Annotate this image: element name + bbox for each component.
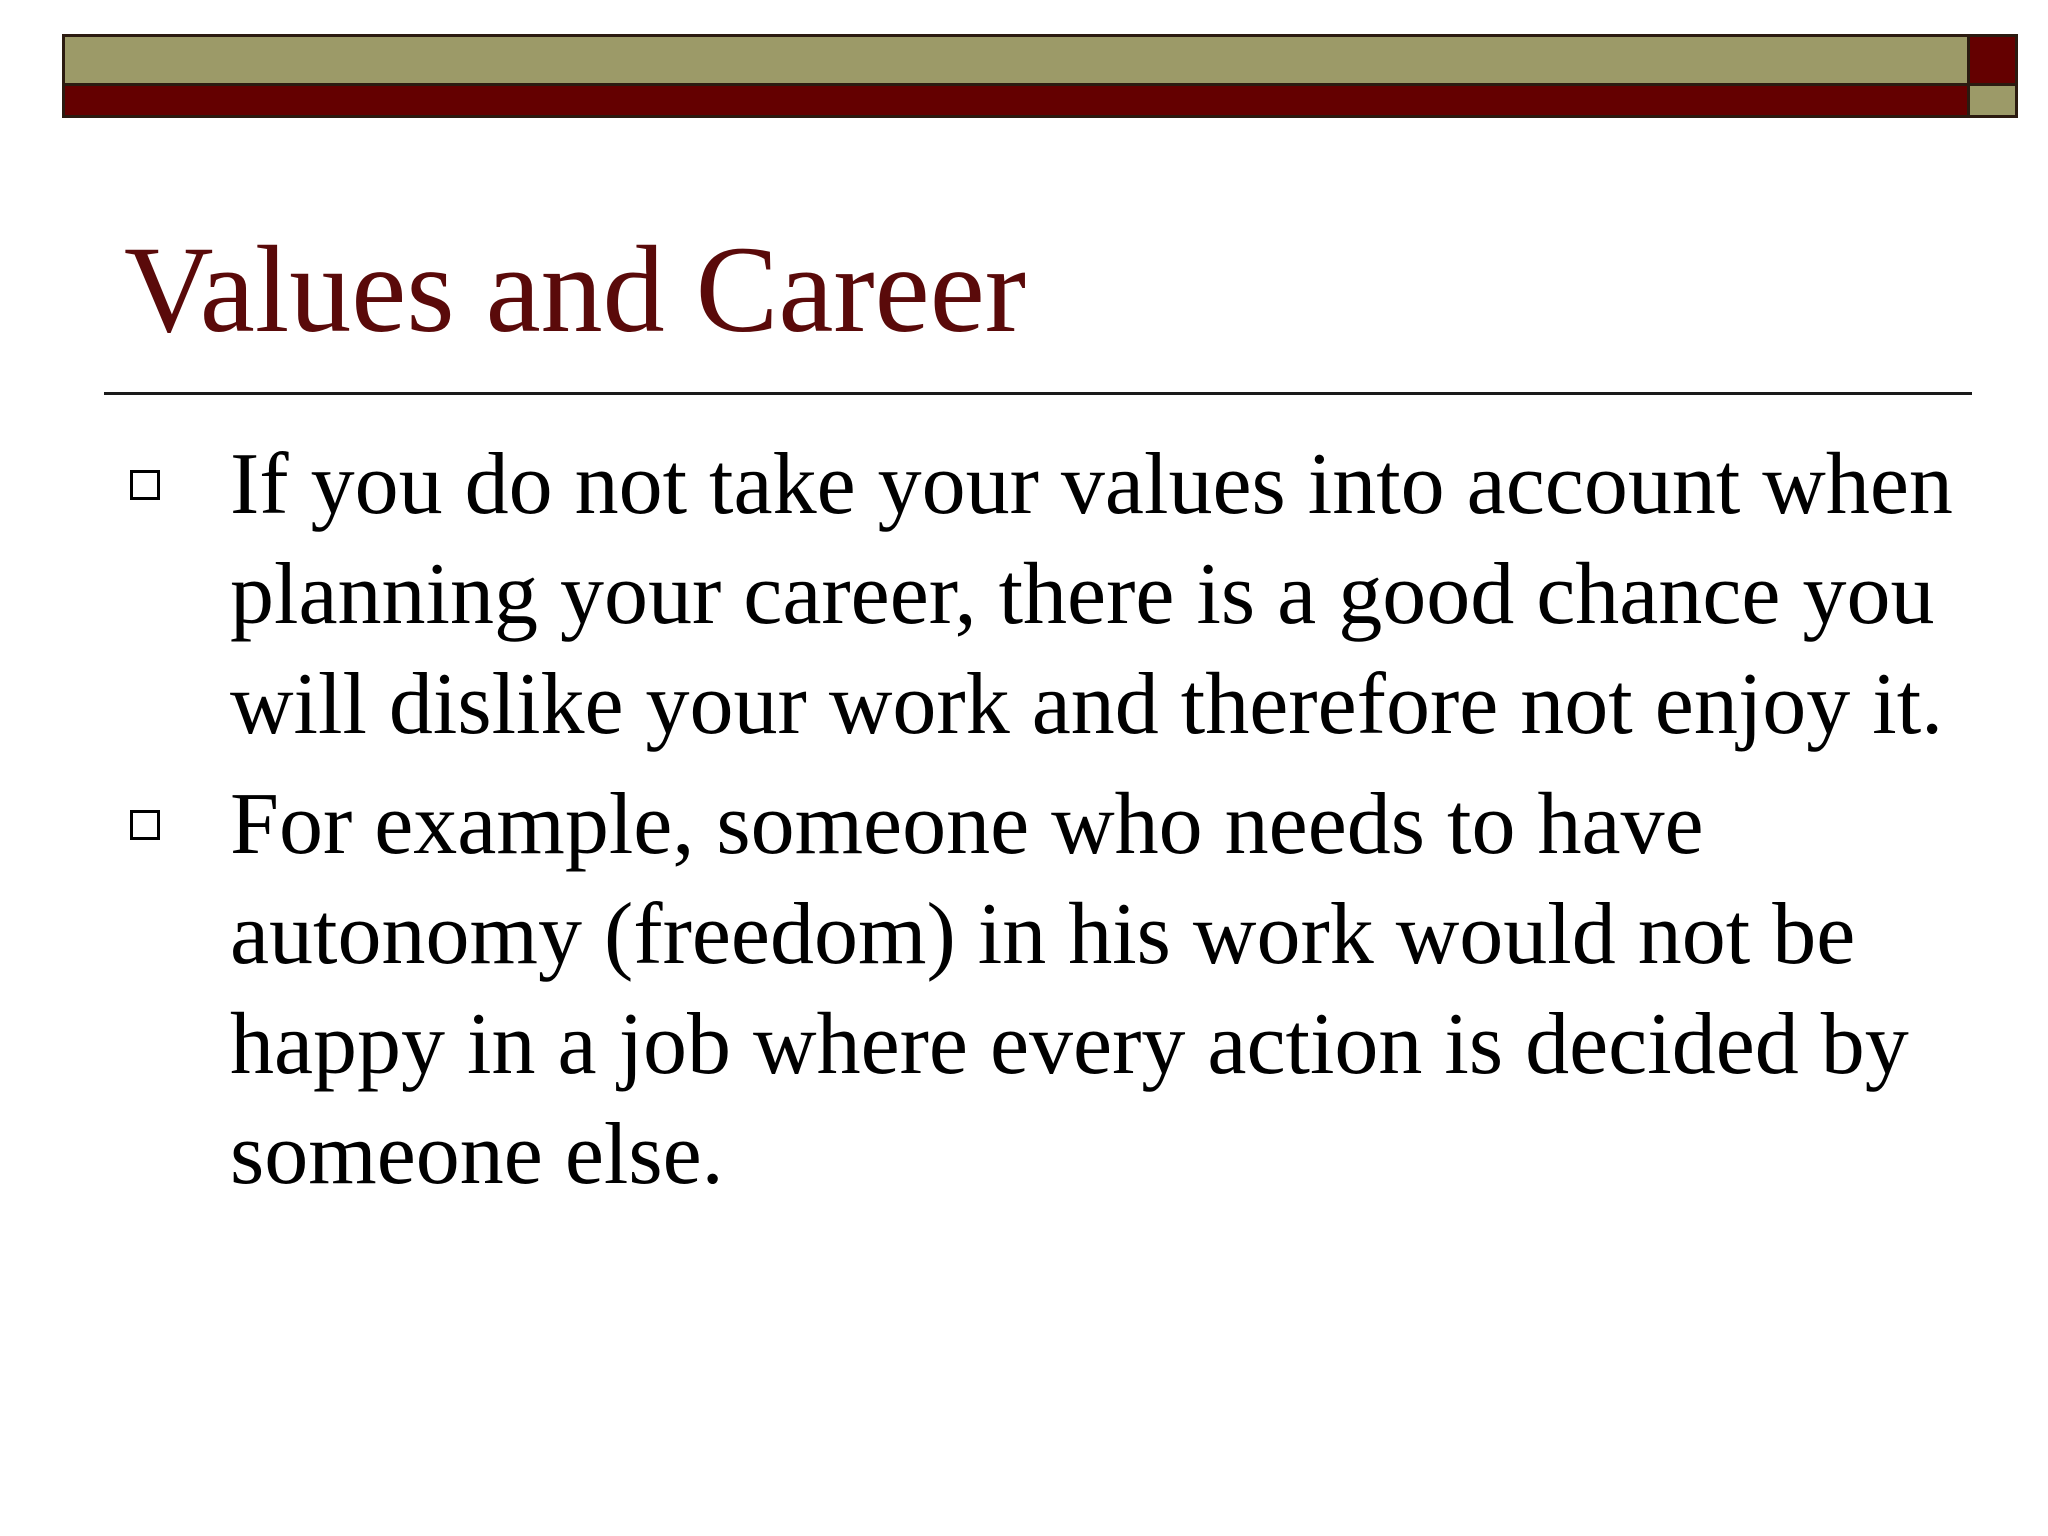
header-decoration-band [62, 34, 2018, 118]
bullet-text: If you do not take your values into account when planning your career, there is a good chance you will dislike your work and therefore not enjoy it. [230, 436, 1953, 753]
slide-title: Values and Career [124, 221, 1027, 358]
header-olive-stripe [65, 37, 1967, 86]
hollow-square-bullet-icon [130, 470, 160, 500]
bullet-text: For example, someone who needs to have autonomy (freedom) in his work would not be happy in a job where every action is decided by someone else. [230, 776, 1909, 1203]
title-divider [104, 392, 1972, 395]
bullet-list [124, 430, 1964, 1220]
hollow-square-bullet-icon [130, 810, 160, 840]
header-corner-maroon-block [1967, 37, 2015, 86]
header-corner-olive-block [1967, 86, 2015, 115]
header-maroon-stripe [65, 86, 1967, 115]
bullet-item [124, 430, 1964, 760]
bullet-item [124, 770, 1964, 1210]
